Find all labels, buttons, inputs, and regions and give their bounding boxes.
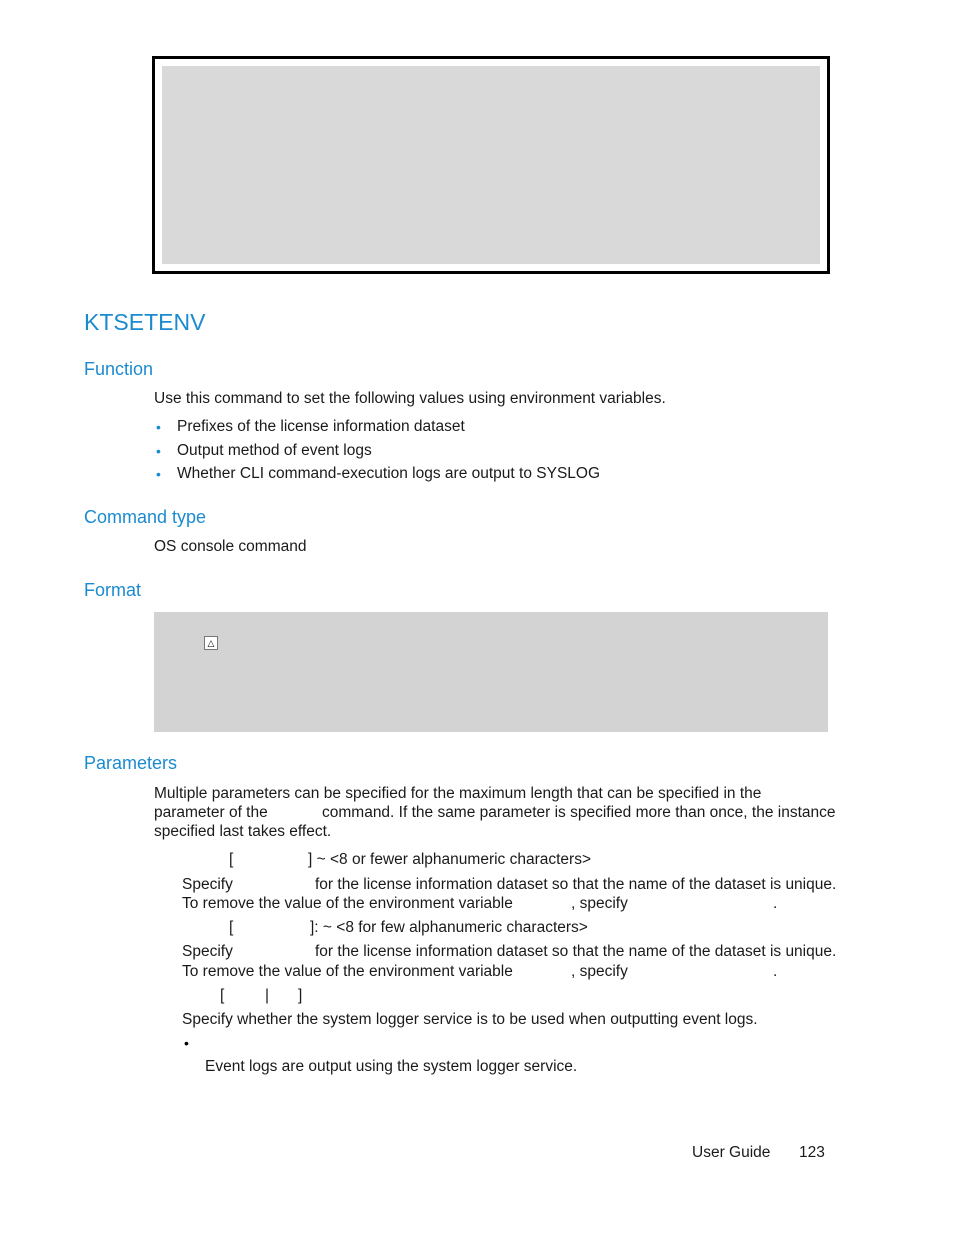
- function-intro: Use this command to set the following values using environment variables.: [154, 390, 666, 407]
- format-heading: Format: [84, 580, 142, 600]
- param1-desc1-a: Specify: [182, 876, 233, 893]
- param2-bracket: [: [229, 919, 234, 936]
- function-heading: Function: [84, 359, 154, 379]
- param2-desc2-a: To remove the value of the environment variable: [182, 963, 513, 980]
- param2-desc2-b: , specify: [571, 963, 628, 980]
- param3-bullet-icon: •: [184, 1035, 189, 1051]
- function-bullet-3: Whether CLI command-execution logs are output to SYSLOG: [177, 465, 601, 482]
- param2-desc1-b: for the license information dataset so that the name of the dataset is unique.: [315, 943, 837, 960]
- param3-pipe: |: [265, 987, 270, 1004]
- space-symbol-icon: △: [204, 636, 218, 650]
- parameters-intro-line-3: specified last takes effect.: [154, 823, 332, 840]
- page-number: 123: [799, 1144, 825, 1161]
- param3-sub-desc: Event logs are output using the system logger service.: [205, 1058, 578, 1075]
- top-example-box: [152, 56, 830, 274]
- param2-syntax: ]: ~ <8 for few alphanumeric characters>: [310, 919, 588, 936]
- bullet-icon: •: [156, 466, 161, 482]
- parameters-heading: Parameters: [84, 753, 178, 773]
- function-bullet-2: Output method of event logs: [177, 442, 372, 459]
- param1-bracket: [: [229, 851, 234, 868]
- param3-bracket-close: ]: [298, 987, 303, 1004]
- parameters-intro-line-2a: parameter of the: [154, 804, 268, 821]
- param1-desc2-c: .: [773, 895, 778, 912]
- bullet-icon: •: [156, 443, 161, 459]
- command-type-value: OS console command: [154, 538, 307, 555]
- param1-desc2-b: , specify: [571, 895, 628, 912]
- command-type-heading: Command type: [84, 507, 207, 527]
- bullet-icon: •: [156, 419, 161, 435]
- param1-syntax: ] ~ <8 or fewer alphanumeric characters>: [308, 851, 592, 868]
- parameters-intro-line-1: Multiple parameters can be specified for the maximum length that can be specified in the: [154, 785, 762, 802]
- function-bullet-1: Prefixes of the license information dataset: [177, 418, 465, 435]
- format-box: [154, 612, 828, 732]
- top-example-box-fill: [162, 66, 820, 264]
- param3-bracket-open: [: [220, 987, 225, 1004]
- param1-desc2-a: To remove the value of the environment variable: [182, 895, 513, 912]
- parameters-intro-line-2b: command. If the same parameter is specified more than once, the instance: [322, 804, 836, 821]
- footer-guide: User Guide: [692, 1144, 771, 1161]
- command-title: KTSETENV: [84, 309, 206, 335]
- param2-desc2-c: .: [773, 963, 778, 980]
- param1-desc1-b: for the license information dataset so that the name of the dataset is unique.: [315, 876, 837, 893]
- param3-desc: Specify whether the system logger service is to be used when outputting event logs.: [182, 1011, 758, 1028]
- param2-desc1-a: Specify: [182, 943, 233, 960]
